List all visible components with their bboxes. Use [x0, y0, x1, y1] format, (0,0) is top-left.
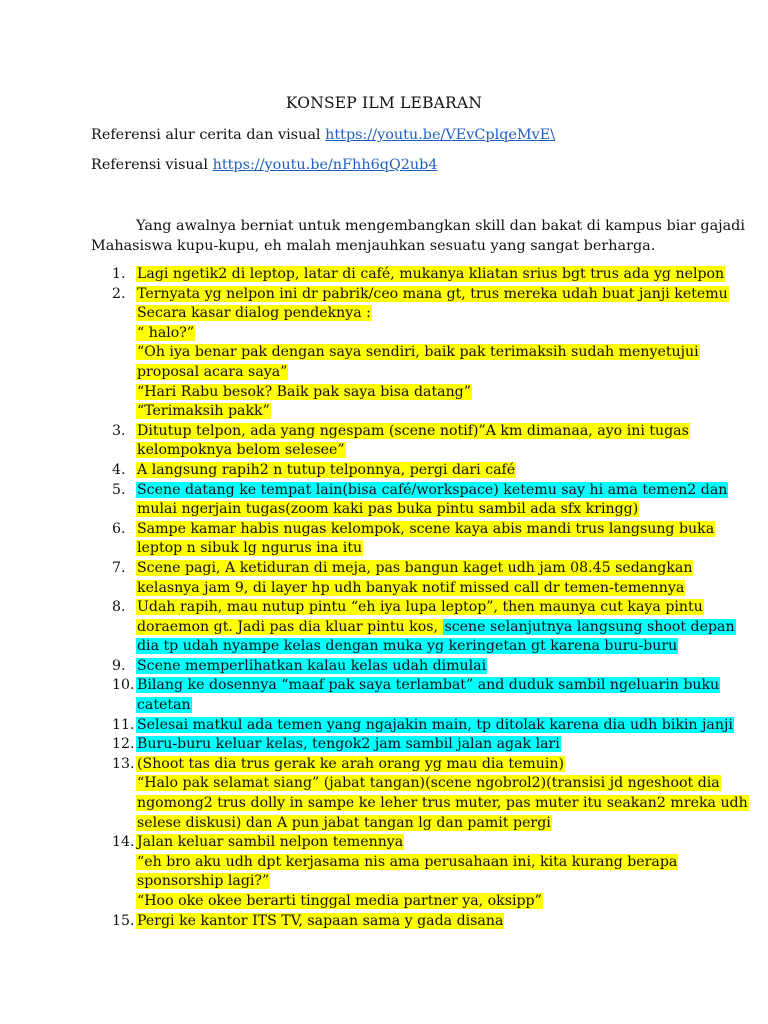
scene-line — [136, 285, 728, 305]
yellow-highlight-text: (Shoot tas dia trus gerak ke arah orang yg mau dia temuin) — [137, 755, 565, 772]
scene-line — [136, 363, 691, 383]
scene-line — [136, 774, 720, 794]
yellow-highlight-text: Jalan keluar sambil nelpon temennya — [137, 834, 404, 851]
scene-number: 6. — [112, 520, 126, 537]
scene-line — [136, 422, 691, 442]
yellow-highlight-text: selese diskusi) dan A pun jabat tangan lg dan pamit pergi — [137, 814, 551, 831]
scene-line — [136, 735, 691, 755]
scene-number: 2. — [112, 285, 126, 302]
yellow-highlight-text: Sampe kamar habis nugas kelompok, scene kaya abis mandi trus langsung buka — [137, 520, 715, 537]
scene-line — [136, 520, 715, 540]
scene-line — [136, 402, 691, 422]
scene-item — [91, 735, 691, 755]
yellow-highlight-text: A langsung rapih2 n tutup telponnya, pergi dari café — [137, 461, 516, 478]
cyan-highlight-text: catetan — [137, 697, 191, 714]
scene-line — [136, 343, 699, 363]
scene-line — [136, 383, 691, 403]
scene-number: 14. — [112, 834, 135, 851]
scene-number: 7. — [112, 559, 126, 576]
scene-line — [136, 794, 748, 814]
yellow-highlight-text: “Terimaksih pakk” — [137, 403, 270, 420]
intro-line: Yang awalnya berniat untuk mengembangkan skill dan bakat di kampus biar gajadi — [136, 218, 746, 234]
scene-line — [136, 833, 691, 853]
yellow-highlight-text: Scene pagi, A ketiduran di meja, pas bangun kaget udh jam 08.45 sedangkan — [137, 559, 693, 576]
yellow-highlight-text: “ halo?” — [137, 324, 195, 341]
cyan-highlight-text: Scene datang ke tempat lain(bisa café/workspace) ketemu say hi ama temen2 dan — [137, 481, 728, 498]
reference-story-label: Referensi alur cerita dan visual — [91, 127, 326, 143]
yellow-highlight-text: doraemon gt. Jadi pas dia kluar pintu kos, — [137, 618, 443, 635]
yellow-highlight-text: leptop n sibuk lg ngurus ina itu — [137, 540, 363, 557]
scene-line — [136, 598, 703, 618]
scene-item — [91, 520, 715, 559]
yellow-highlight-text: Secara kasar dialog pendeknya : — [137, 305, 371, 322]
yellow-highlight-text: “eh bro aku udh dpt kerjasama nis ama perusahaan ini, kita kurang berapa — [137, 853, 678, 870]
scene-line — [136, 324, 691, 344]
scene-line — [136, 755, 691, 775]
cyan-highlight-text: Selesai matkul ada temen yang ngajakin main, tp ditolak karena dia udh bikin janji — [137, 716, 733, 733]
yellow-highlight-text: kelompoknya belom selesee” — [137, 442, 345, 459]
yellow-highlight-text: ngomong2 trus dolly in sampe ke leher trus muter, pas muter itu seakan2 mreka udh — [137, 795, 748, 812]
scene-item — [91, 265, 725, 285]
scene-item — [91, 422, 691, 461]
scene-line — [136, 716, 733, 736]
cyan-highlight-text: scene selanjutnya langsung shoot depan — [444, 618, 735, 635]
intro-paragraph — [91, 216, 746, 256]
scene-line — [136, 481, 728, 501]
scene-number: 5. — [112, 481, 126, 498]
scene-item — [91, 912, 691, 932]
cyan-highlight-text: dia tp udah nyampe kelas dengan muka yg keringetan gt karena buru-buru — [137, 638, 678, 655]
scene-line — [136, 304, 691, 324]
scene-number: 9. — [112, 657, 126, 674]
reference-story-visual — [91, 127, 555, 143]
yellow-highlight-text: Ditutup telpon, ada yang ngespam (scene notif)”A km dimanaa, ayo ini tugas — [137, 422, 689, 439]
scene-line — [136, 912, 691, 932]
scene-item — [91, 481, 728, 520]
cyan-highlight-text: Bilang ke dosennya “maaf pak saya terlambat” and duduk sambil ngeluarin buku — [137, 677, 720, 694]
yellow-highlight-text: Ternyata yg nelpon ini dr pabrik/ceo mana gt, trus mereka udah buat janji ketemu — [137, 285, 728, 302]
scene-line — [136, 539, 691, 559]
scene-number: 11. — [112, 716, 135, 733]
yellow-highlight-text: sponsorship lagi?” — [137, 873, 270, 890]
yellow-highlight-text: kelasnya jam 9, di layer hp udh banyak notif missed call dr temen-temennya — [137, 579, 685, 596]
scene-number: 10. — [112, 677, 135, 694]
scene-item — [91, 285, 728, 422]
scene-item — [91, 716, 733, 736]
scene-line — [136, 676, 720, 696]
scene-number: 3. — [112, 422, 126, 439]
reference-visual — [91, 157, 438, 173]
scene-item — [91, 676, 720, 715]
scene-line — [136, 872, 691, 892]
scene-item — [91, 598, 735, 657]
yellow-highlight-text: “Halo pak selamat siang” (jabat tangan)(scene ngobrol2)(transisi jd ngeshoot dia — [137, 775, 720, 792]
cyan-highlight-text: Buru-buru keluar kelas, tengok2 jam sambil jalan agak lari — [137, 736, 560, 753]
scene-line — [136, 265, 725, 285]
scene-number: 15. — [112, 912, 135, 929]
scene-line — [136, 500, 691, 520]
scene-item — [91, 461, 691, 481]
yellow-highlight-text: mulai ngerjain tugas(zoom kaki pas buka pintu sambil ada sfx kringg) — [137, 501, 639, 518]
scene-list — [91, 265, 748, 931]
scene-number: 13. — [112, 755, 135, 772]
yellow-highlight-text: “Hoo oke okee berarti tinggal media partner ya, oksipp” — [137, 893, 542, 909]
scene-item — [91, 833, 691, 911]
scene-number: 4. — [112, 461, 126, 478]
yellow-highlight-text: “Hari Rabu besok? Baik pak saya bisa datang” — [137, 383, 471, 400]
yellow-highlight-text: proposal acara saya” — [137, 363, 288, 380]
cyan-highlight-text: Scene memperlihatkan kalau kelas udah dimulai — [137, 657, 487, 674]
scene-line — [136, 559, 691, 579]
reference-visual-link[interactable]: https://youtu.be/nFhh6qQ2ub4 — [212, 157, 438, 173]
scene-line — [136, 579, 691, 599]
reference-story-link[interactable]: https://youtu.be/VEvCplqeMvE\ — [325, 127, 556, 143]
scene-number: 8. — [112, 599, 126, 616]
scene-line — [136, 892, 691, 912]
intro-line: Mahasiswa kupu-kupu, eh malah menjauhkan sesuatu yang sangat berharga. — [91, 238, 656, 254]
scene-item — [91, 559, 691, 598]
scene-line — [136, 441, 691, 461]
yellow-highlight-text: Lagi ngetik2 di leptop, latar di café, mukanya kliatan srius bgt trus ada yg nelpon — [137, 266, 725, 282]
scene-line — [136, 461, 691, 481]
scene-item — [91, 657, 691, 677]
scene-line — [136, 696, 691, 716]
reference-visual-label: Referensi visual — [91, 157, 213, 173]
scene-line — [136, 637, 691, 657]
scene-line — [136, 657, 691, 677]
scene-line — [136, 814, 691, 834]
scene-number: 12. — [112, 736, 135, 753]
scene-number: 1. — [112, 266, 126, 282]
scene-line — [136, 853, 691, 873]
scene-line — [136, 618, 735, 638]
yellow-highlight-text: Udah rapih, mau nutup pintu “eh iya lupa leptop”, then maunya cut kaya pintu — [137, 599, 703, 616]
yellow-highlight-text: “Oh iya benar pak dengan saya sendiri, baik pak terimaksih sudah menyetujui — [137, 344, 699, 361]
scene-item — [91, 755, 748, 833]
document-title: KONSEP ILM LEBARAN — [285, 94, 483, 112]
yellow-highlight-text: Pergi ke kantor ITS TV, sapaan sama y gada disana — [137, 912, 504, 929]
